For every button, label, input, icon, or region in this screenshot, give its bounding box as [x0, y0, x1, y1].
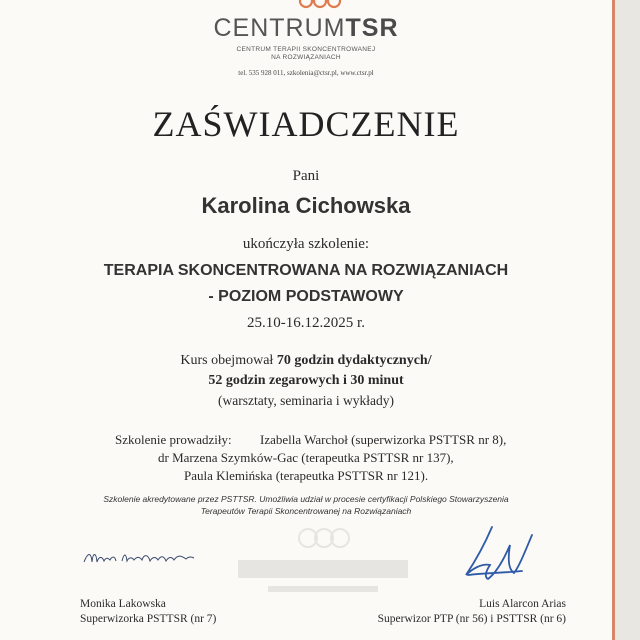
accreditation-note	[0, 493, 612, 517]
brand-subtitle	[0, 46, 612, 62]
brand-part1: CENTRUM	[213, 14, 346, 42]
trainer-line-1: Izabella Warchoł (superwizorka PSTTSR nr 8),	[260, 432, 507, 447]
salutation: Pani	[292, 168, 320, 184]
faded-stamp-icon	[228, 518, 418, 608]
brand-subtitle-line1: CENTRUM TERAPII SKONCENTROWANEJ	[236, 46, 376, 53]
completed-text: ukończyła szkolenie:	[242, 236, 370, 252]
course-title-line2: - POZIOM PODSTAWOWY	[208, 288, 404, 305]
certificate-title: ZAŚWIADCZENIE	[152, 104, 460, 144]
ctsr-logo-mark-icon	[297, 0, 343, 14]
hours-line2: 52 godzin zegarowych i 30 minut	[208, 373, 404, 388]
brand-part2: TSR	[345, 14, 399, 42]
accreditation-line2: Terapeutów Terapii Skoncentrowanej na Rozwiązaniach	[200, 506, 412, 516]
hours-line1	[0, 353, 612, 369]
brand-subtitle-line2: NA ROZWIĄZANIACH	[271, 54, 341, 61]
left-signer-role: Superwizorka PSTTSR (nr 7)	[80, 613, 217, 625]
hours-bold: 70 godzin dydaktycznych/	[276, 353, 432, 368]
course-title-line1: TERAPIA SKONCENTROWANA NA ROZWIĄZANIACH	[103, 262, 509, 279]
left-signature-icon	[82, 544, 197, 574]
trainers-label: Szkolenie prowadziły:	[115, 432, 232, 447]
hours-line3: (warsztaty, seminaria i wykłady)	[217, 393, 395, 408]
hours-prefix: Kurs obejmował	[180, 353, 277, 368]
brand-wordmark	[0, 14, 612, 43]
page-edge-line	[612, 0, 615, 640]
course-dates: 25.10-16.12.2025 r.	[247, 315, 365, 331]
right-signer-role: Superwizor PTP (nr 56) i PSTTSR (nr 6)	[377, 613, 566, 625]
contact-info: tel. 535 928 011, szkolenia@ctsr.pl, www.ctsr.pl	[238, 69, 374, 77]
accreditation-line1: Szkolenie akredytowane przez PSTTSR. Umożliwia udział w procesie certyfikacji Polskiego Stowarzyszenia	[103, 494, 509, 504]
trainer-line-3: Paula Klemińska (terapeutka PSTTSR nr 121).	[184, 468, 429, 483]
trainer-line-2: dr Marzena Szymków-Gac (terapeutka PSTTSR nr 137),	[158, 450, 454, 465]
left-signer-name: Monika Lakowska	[80, 598, 166, 610]
right-signature-icon	[458, 523, 538, 585]
left-signer	[80, 597, 216, 627]
recipient-name: Karolina Cichowska	[201, 193, 411, 218]
right-signer-name: Luis Alarcon Arias	[479, 598, 566, 610]
right-signer	[338, 597, 566, 627]
